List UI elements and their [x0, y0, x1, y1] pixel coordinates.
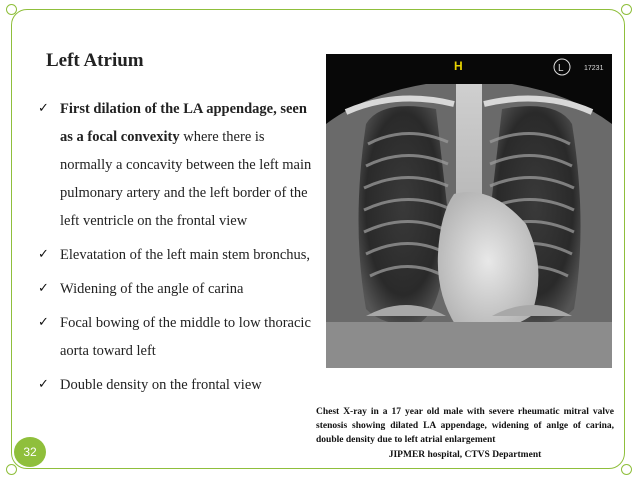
bullet-text: Elevatation of the left main stem bronchus, [60, 247, 311, 263]
page-number: 32 [14, 437, 46, 467]
frame-corner-dot [6, 4, 17, 15]
caption-department: JIPMER hospital, CTVS Department [388, 450, 542, 460]
bullet-text: Double density on the frontal view [60, 377, 262, 393]
bullet-list [38, 95, 318, 405]
bullet-text: Widening of the angle of carina [60, 281, 244, 297]
bullet-item [38, 371, 318, 399]
checkmark-icon: ✓ [38, 281, 49, 296]
film-marker-left: H [454, 59, 463, 73]
bullet-item [38, 309, 318, 365]
slide-title: Left Atrium [46, 50, 144, 71]
frame-corner-dot [621, 464, 632, 475]
film-number: 17231 [584, 65, 604, 72]
frame-corner-dot [621, 4, 632, 15]
checkmark-icon: ✓ [38, 377, 49, 392]
bullet-text: Focal bowing of the middle to low thoracic aorta toward left [60, 315, 311, 359]
chest-xray-image [326, 54, 612, 368]
checkmark-icon: ✓ [38, 315, 49, 330]
bullet-bold-text: First dilation of the LA appendage, seen as a focal convexity [60, 101, 307, 145]
bullet-item [38, 95, 318, 235]
chest-xray-illustration [326, 54, 612, 368]
checkmark-icon: ✓ [38, 101, 49, 116]
image-caption: Chest X-ray in a 17 year old male with severe rheumatic mitral valve stenosis showing dilated LA appendage, widening of anlge of carina, double density due to left atrial enlargement [316, 407, 614, 445]
frame-corner-dot [6, 464, 17, 475]
bullet-item [38, 241, 318, 269]
film-marker-right: L [558, 63, 564, 74]
bullet-item [38, 275, 318, 303]
bullet-text: where there is normally a concavity between the left main pulmonary artery and the left border of the left ventricle on the frontal view [60, 129, 312, 229]
checkmark-icon: ✓ [38, 247, 49, 262]
